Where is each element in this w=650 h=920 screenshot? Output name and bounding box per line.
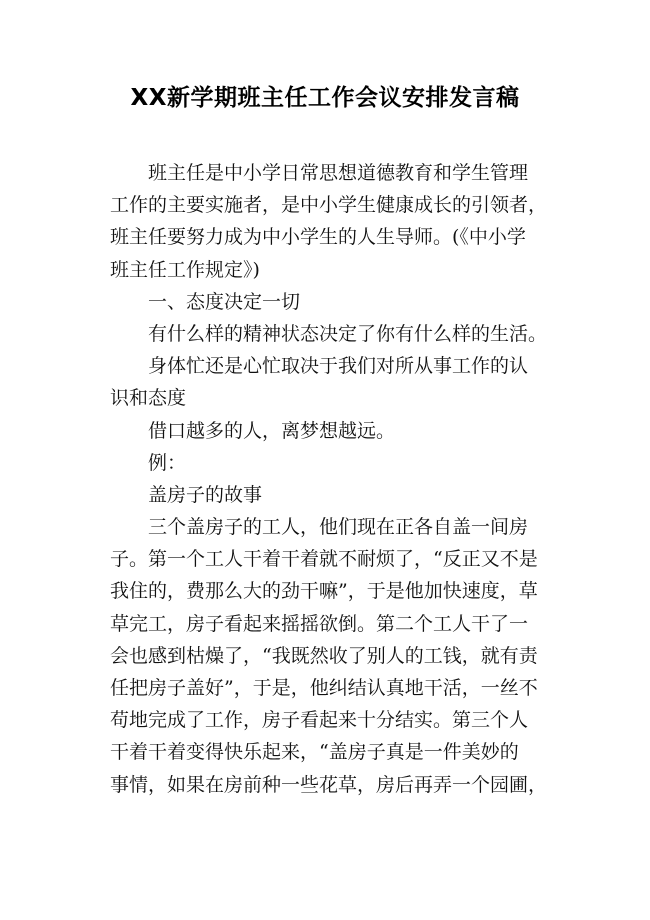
paragraph-line: 事情，如果在房前种一些花草，房后再弄一个园圃， xyxy=(110,773,548,796)
paragraph-line: 我住的，费那么大的劲干嘛”，于是他加快速度，草 xyxy=(110,580,538,603)
document-title: XX新学期班主任工作会议安排发言稿 xyxy=(130,85,520,111)
paragraph-line: 会也感到枯燥了，“我既然收了别人的工钱，就有责 xyxy=(110,644,538,667)
paragraph-line: 借口越多的人，离梦想越远。 xyxy=(148,419,396,442)
paragraph-line: 班主任是中小学日常思想道德教育和学生管理 xyxy=(148,162,529,184)
paragraph-line: 识和态度 xyxy=(110,387,187,410)
paragraph-line: 干着干着变得快乐起来，“盖房子真是一件美妙的 xyxy=(110,741,519,764)
paragraph-line: 例： xyxy=(148,451,187,474)
paragraph-line: 草完工，房子看起来摇摇欲倒。第二个工人干了一 xyxy=(110,612,529,635)
paragraph-line: 班主任要努力成为中小学生的人生导师。(《中小学 xyxy=(110,226,526,249)
paragraph-line: 苟地完成了工作，房子看起来十分结实。第三个人 xyxy=(110,709,529,732)
paragraph-line: 有什么样的精神状态决定了你有什么样的生活。 xyxy=(148,322,548,345)
paragraph-line: 班主任工作规定》) xyxy=(110,258,260,281)
paragraph-line: 子。第一个工人干着干着就不耐烦了，“反正又不是 xyxy=(110,548,538,571)
document-body xyxy=(110,157,550,801)
paragraph-line: 身体忙还是心忙取决于我们对所从事工作的认 xyxy=(148,355,529,378)
section-heading: 一、态度决定一切 xyxy=(148,290,301,313)
paragraph-line: 三个盖房子的工人，他们现在正各自盖一间房 xyxy=(148,516,529,539)
paragraph-line: 工作的主要实施者，是中小学生健康成长的引领者， xyxy=(110,194,548,217)
story-heading: 盖房子的故事 xyxy=(148,483,263,506)
paragraph-line: 任把房子盖好”，于是，他纠结认真地干活，一丝不 xyxy=(110,677,538,699)
